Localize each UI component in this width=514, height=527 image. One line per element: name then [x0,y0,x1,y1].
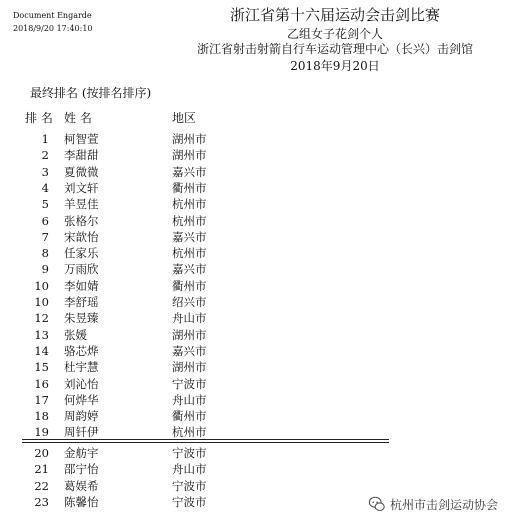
column-header-rank: 排 名 [25,111,53,125]
rank-cell: 17 [34,392,49,407]
table-row [0,392,514,408]
region-cell: 衢州市 [172,278,207,293]
name-cell: 万雨欣 [64,262,99,277]
name-cell: 宋歆怡 [64,229,99,244]
document-source-label: Document Engarde [13,11,92,20]
document-timestamp: 2018/9/20 17:40:10 [13,24,93,33]
table-row [0,278,514,294]
name-cell: 刘沁怡 [64,376,99,391]
region-cell: 衢州市 [172,409,207,424]
rank-cell: 9 [41,262,49,277]
table-row [0,424,514,440]
column-header-region: 地区 [172,111,197,125]
rank-cell: 1 [41,132,49,146]
table-row [0,359,514,375]
rank-cell: 13 [34,327,49,342]
name-cell: 羊昱佳 [64,197,99,212]
region-cell: 宁波市 [172,494,207,509]
table-row [0,376,514,392]
name-cell: 邵宁怡 [64,462,99,477]
rank-cell: 20 [34,446,49,460]
event-date: 2018年9月20日 [290,59,380,73]
region-cell: 舟山市 [172,392,207,407]
rank-cell: 3 [41,164,49,179]
name-cell: 柯智萱 [64,132,99,146]
rank-cell: 10 [34,278,49,293]
name-cell: 刘文轩 [64,180,99,195]
region-cell: 杭州市 [172,197,207,212]
region-cell: 绍兴市 [172,295,207,309]
section-title: 最终排名 (按排名排序) [30,86,152,100]
table-row [0,229,514,245]
table-row [0,196,514,212]
table-row [0,131,514,147]
rank-cell: 6 [41,213,49,228]
event-name: 乙组女子花剑个人 [286,27,383,41]
table-row [0,408,514,424]
table-row [0,327,514,343]
region-cell: 嘉兴市 [172,343,207,358]
rank-cell: 23 [34,494,49,509]
page-break-divider-bottom [22,442,389,443]
name-cell: 李如婧 [64,278,99,293]
chat-bubble-icon [368,495,386,513]
rank-cell: 8 [41,246,49,261]
region-cell: 衢州市 [172,180,207,195]
rank-cell: 14 [34,343,49,358]
rank-cell: 7 [41,229,49,244]
table-row [0,461,514,477]
name-cell: 杜宇慧 [64,360,99,375]
table-row [0,343,514,359]
table-row [0,164,514,180]
table-row [0,310,514,326]
rank-cell: 10 [34,295,49,309]
rank-cell: 16 [34,376,49,391]
name-cell: 周钎伊 [64,425,99,440]
watermark [368,493,498,515]
venue-name: 浙江省射击射箭自行车运动管理中心（长兴）击剑馆 [196,42,473,56]
name-cell: 陈馨怡 [64,494,99,509]
page-break-divider-top [22,439,389,440]
document-title: 浙江省第十六届运动会击剑比赛 [229,6,440,24]
region-cell: 湖州市 [172,132,207,146]
region-cell: 湖州市 [172,148,207,163]
watermark-text: 杭州市击剑运动协会 [390,497,499,512]
name-cell: 任家乐 [64,246,99,261]
region-cell: 宁波市 [172,446,207,460]
rank-cell: 5 [41,197,49,212]
region-cell: 杭州市 [172,425,207,440]
rank-cell: 18 [34,409,49,424]
table-row [0,478,514,494]
name-cell: 李甜甜 [64,148,99,163]
column-header-name: 姓 名 [64,111,92,125]
rank-cell: 22 [34,478,49,493]
table-row [0,213,514,229]
region-cell: 嘉兴市 [172,229,207,244]
name-cell: 李舒瑶 [64,295,99,309]
name-cell: 葛娱希 [64,478,99,493]
rank-cell: 4 [41,180,49,195]
name-cell: 张格尔 [64,213,99,228]
region-cell: 嘉兴市 [172,262,207,277]
region-cell: 舟山市 [172,311,207,326]
region-cell: 宁波市 [172,478,207,493]
name-cell: 何烨华 [64,392,99,407]
table-row [0,180,514,196]
rank-cell: 21 [34,462,49,477]
region-cell: 嘉兴市 [172,164,207,179]
region-cell: 湖州市 [172,327,207,342]
rank-cell: 15 [34,360,49,375]
table-row [0,147,514,163]
rank-cell: 12 [34,311,49,326]
name-cell: 骆芯烨 [64,343,99,358]
table-row [0,294,514,310]
name-cell: 金舫宇 [64,446,99,460]
name-cell: 周韵婷 [64,409,99,424]
region-cell: 舟山市 [172,462,207,477]
table-row [0,245,514,261]
region-cell: 湖州市 [172,360,207,375]
name-cell: 朱昱臻 [64,311,99,326]
region-cell: 杭州市 [172,246,207,261]
rank-cell: 19 [34,425,49,440]
name-cell: 张媛 [64,327,87,342]
region-cell: 宁波市 [172,376,207,391]
table-row [0,445,514,461]
rank-cell: 2 [41,148,49,163]
name-cell: 夏微微 [64,164,99,179]
region-cell: 杭州市 [172,213,207,228]
table-row [0,261,514,277]
